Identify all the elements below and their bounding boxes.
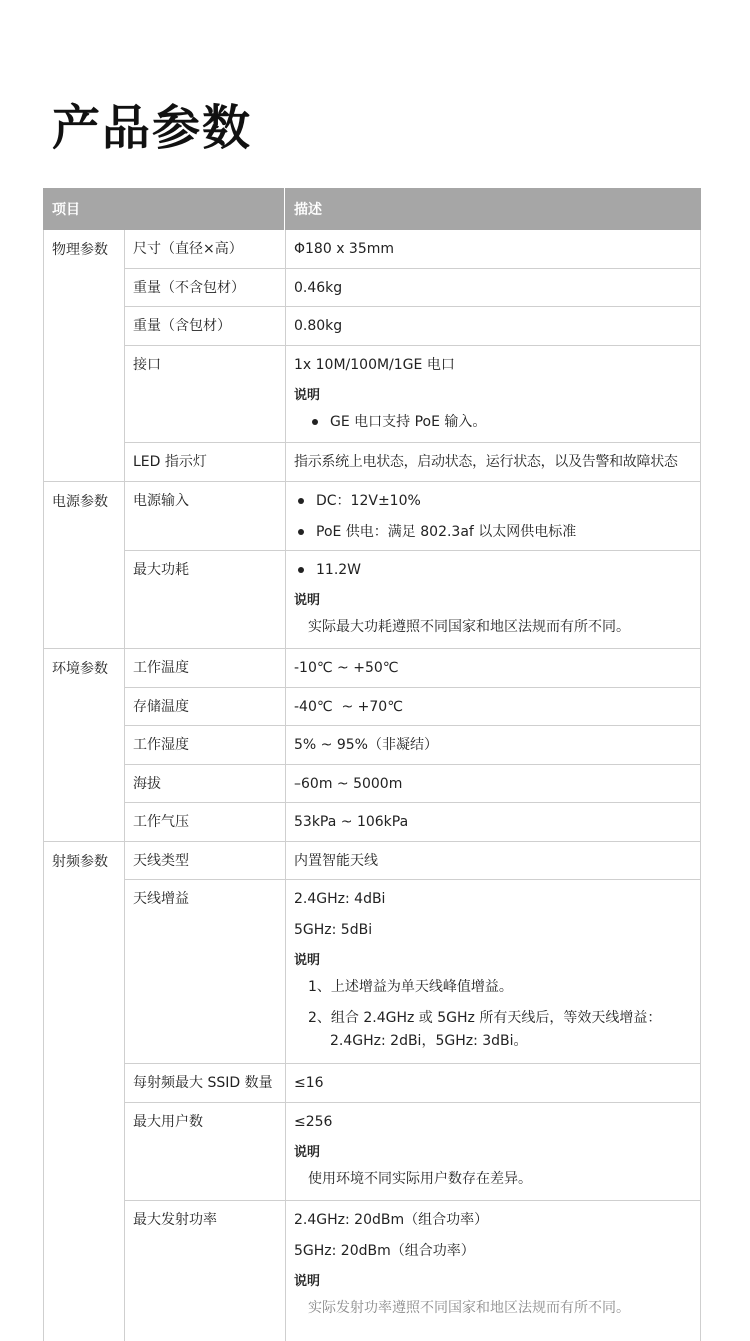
value-text: ≤256: [294, 1114, 333, 1130]
row-value: –60m ~ 5000m: [285, 765, 701, 803]
row-label: 重量（含包材）: [124, 307, 285, 346]
row-value: [285, 1201, 701, 1341]
note-text: 实际发射功率遵照不同国家和地区法规而有所不同。: [308, 1300, 630, 1316]
bullet-item: DC：12V±10%: [294, 491, 692, 511]
note-item: 1、上述增益为单天线峰值增益。: [308, 979, 513, 995]
value-text: 1x 10M/100M/1GE 电口: [294, 357, 455, 373]
value-line: 5GHz: 5dBi: [294, 922, 373, 938]
group-radio: [43, 842, 701, 1341]
note-label: 说明: [294, 953, 321, 968]
category-env: 环境参数: [43, 649, 124, 842]
row-label: 尺寸（直径×高）: [124, 230, 285, 269]
group-physical: [43, 230, 701, 482]
table-header: [43, 188, 701, 230]
row-label: 接口: [124, 346, 285, 443]
row-value: [285, 551, 701, 649]
row-label: 存储温度: [124, 688, 285, 726]
group-env: [43, 649, 701, 842]
row-label: 最大功耗: [124, 551, 285, 649]
row-value: 内置智能天线: [285, 842, 701, 880]
row-label: 最大发射功率: [124, 1201, 285, 1341]
row-value: ≤16: [285, 1064, 701, 1103]
row-value: 0.46kg: [285, 269, 701, 307]
note-label: 说明: [294, 388, 321, 403]
row-label: 天线类型: [124, 842, 285, 880]
row-label: 最大用户数: [124, 1103, 285, 1201]
value-line: 2.4GHz: 20dBm（组合功率）: [294, 1212, 489, 1228]
row-value: 0.80kg: [285, 307, 701, 346]
row-label: 工作湿度: [124, 726, 285, 765]
row-value: [285, 880, 701, 1064]
category-physical: 物理参数: [43, 230, 124, 482]
row-label: 天线增益: [124, 880, 285, 1064]
value-line: 2.4GHz: 4dBi: [294, 891, 386, 907]
row-label: 电源输入: [124, 482, 285, 551]
row-value: 53kPa ~ 106kPa: [285, 803, 701, 842]
note-text: 使用环境不同实际用户数存在差异。: [308, 1171, 532, 1187]
value-line: 5GHz: 20dBm（组合功率）: [294, 1243, 475, 1259]
note-text: 实际最大功耗遵照不同国家和地区法规而有所不同。: [308, 619, 630, 635]
note-label: 说明: [294, 1145, 321, 1160]
row-label: 工作气压: [124, 803, 285, 842]
note-label: 说明: [294, 593, 321, 608]
row-value: [285, 346, 701, 443]
bullet-item: 11.2W: [294, 560, 692, 580]
header-description: 描述: [285, 188, 701, 230]
note-item-cont: 2.4GHz: 2dBi，5GHz: 3dBi。: [330, 1033, 528, 1049]
row-value: [285, 482, 701, 551]
row-value: 指示系统上电状态，启动状态，运行状态，以及告警和故障状态: [285, 443, 701, 482]
row-label: 工作温度: [124, 649, 285, 688]
row-value: 5% ~ 95%（非凝结）: [285, 726, 701, 765]
bullet-item: GE 电口支持 PoE 输入。: [308, 412, 692, 432]
row-label: 海拔: [124, 765, 285, 803]
group-power: [43, 482, 701, 649]
page-title: 产品参数: [52, 100, 253, 156]
bullet-item: PoE 供电：满足 802.3af 以太网供电标准: [294, 522, 692, 542]
row-label: 重量（不含包材）: [124, 269, 285, 307]
row-value: -10℃ ~ +50℃: [285, 649, 701, 688]
row-value: -40℃ ~ +70℃: [285, 688, 701, 726]
row-value: Φ180 x 35mm: [285, 230, 701, 269]
note-item: 2、组合 2.4GHz 或 5GHz 所有天线后，等效天线增益：: [308, 1010, 662, 1026]
category-radio: 射频参数: [43, 842, 124, 1341]
note-label: 说明: [294, 1274, 321, 1289]
category-power: 电源参数: [43, 482, 124, 649]
row-label: 每射频最大 SSID 数量: [124, 1064, 285, 1103]
header-item: 项目: [43, 188, 285, 230]
spec-table: [43, 188, 701, 1341]
row-label: LED 指示灯: [124, 443, 285, 482]
row-value: [285, 1103, 701, 1201]
